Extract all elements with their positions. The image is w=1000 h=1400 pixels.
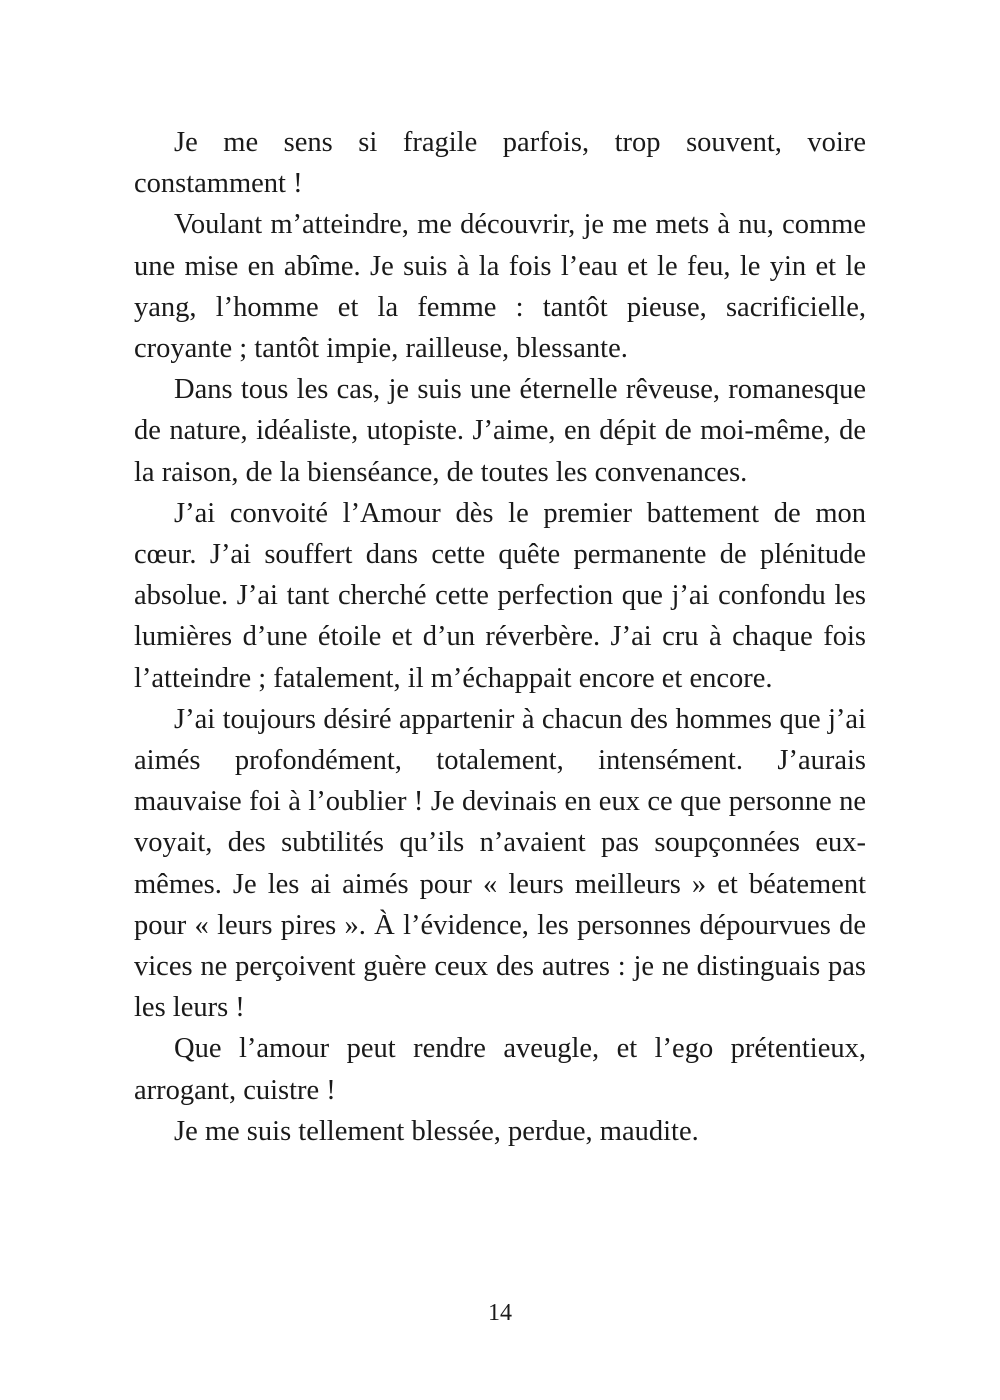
paragraph-6: Que l’amour peut rendre aveugle, et l’ego prétentieux, arrogant, cuistre ! [134,1033,866,1106]
paragraph-5: J’ai toujours désiré appartenir à chacun des hommes que j’ai aimés profondément, totalement, intensément. J’aurais mauvaise foi à l’oublier ! Je devinais en eux ce que personne ne voyait, des subtilités qu’ils n’avaient pas soupçonnées eux-mêmes. Je les ai aimés pour « leurs meilleurs » et béatement pour « leurs pires ». À l’évidence, les personnes dépourvues de vices ne perçoivent guère ceux des autres : je ne distinguais pas les leurs ! [134,703,866,1024]
paragraph-1: Je me sens si fragile parfois, trop souvent, voire constamment ! [134,127,866,200]
paragraph-4: J’ai convoité l’Amour dès le premier battement de mon cœur. J’ai souffert dans cette quête permanente de plénitude absolue. J’ai tant cherché cette perfection que j’ai confondu les lumières d’une étoile et d’un réverbère. J’ai cru à chaque fois l’atteindre ; fatalement, il m’échappait encore et encore. [134,497,866,694]
body-text [134,122,866,1152]
paragraph-2: Voulant m’atteindre, me découvrir, je me mets à nu, comme une mise en abîme. Je suis à la fois l’eau et le feu, le yin et le yang, l’homme et la femme : tantôt pieuse, sacrificielle, croyante ; tantôt impie, railleuse, blessante. [134,209,866,365]
page-number: 14 [488,1300,512,1326]
paragraph-3: Dans tous les cas, je suis une éternelle rêveuse, romanesque de nature, idéaliste, utopiste. J’aime, en dépit de moi-même, de la raison, de la bienséance, de toutes les convenances. [134,374,866,488]
paragraph-7: Je me suis tellement blessée, perdue, maudite. [174,1115,699,1147]
